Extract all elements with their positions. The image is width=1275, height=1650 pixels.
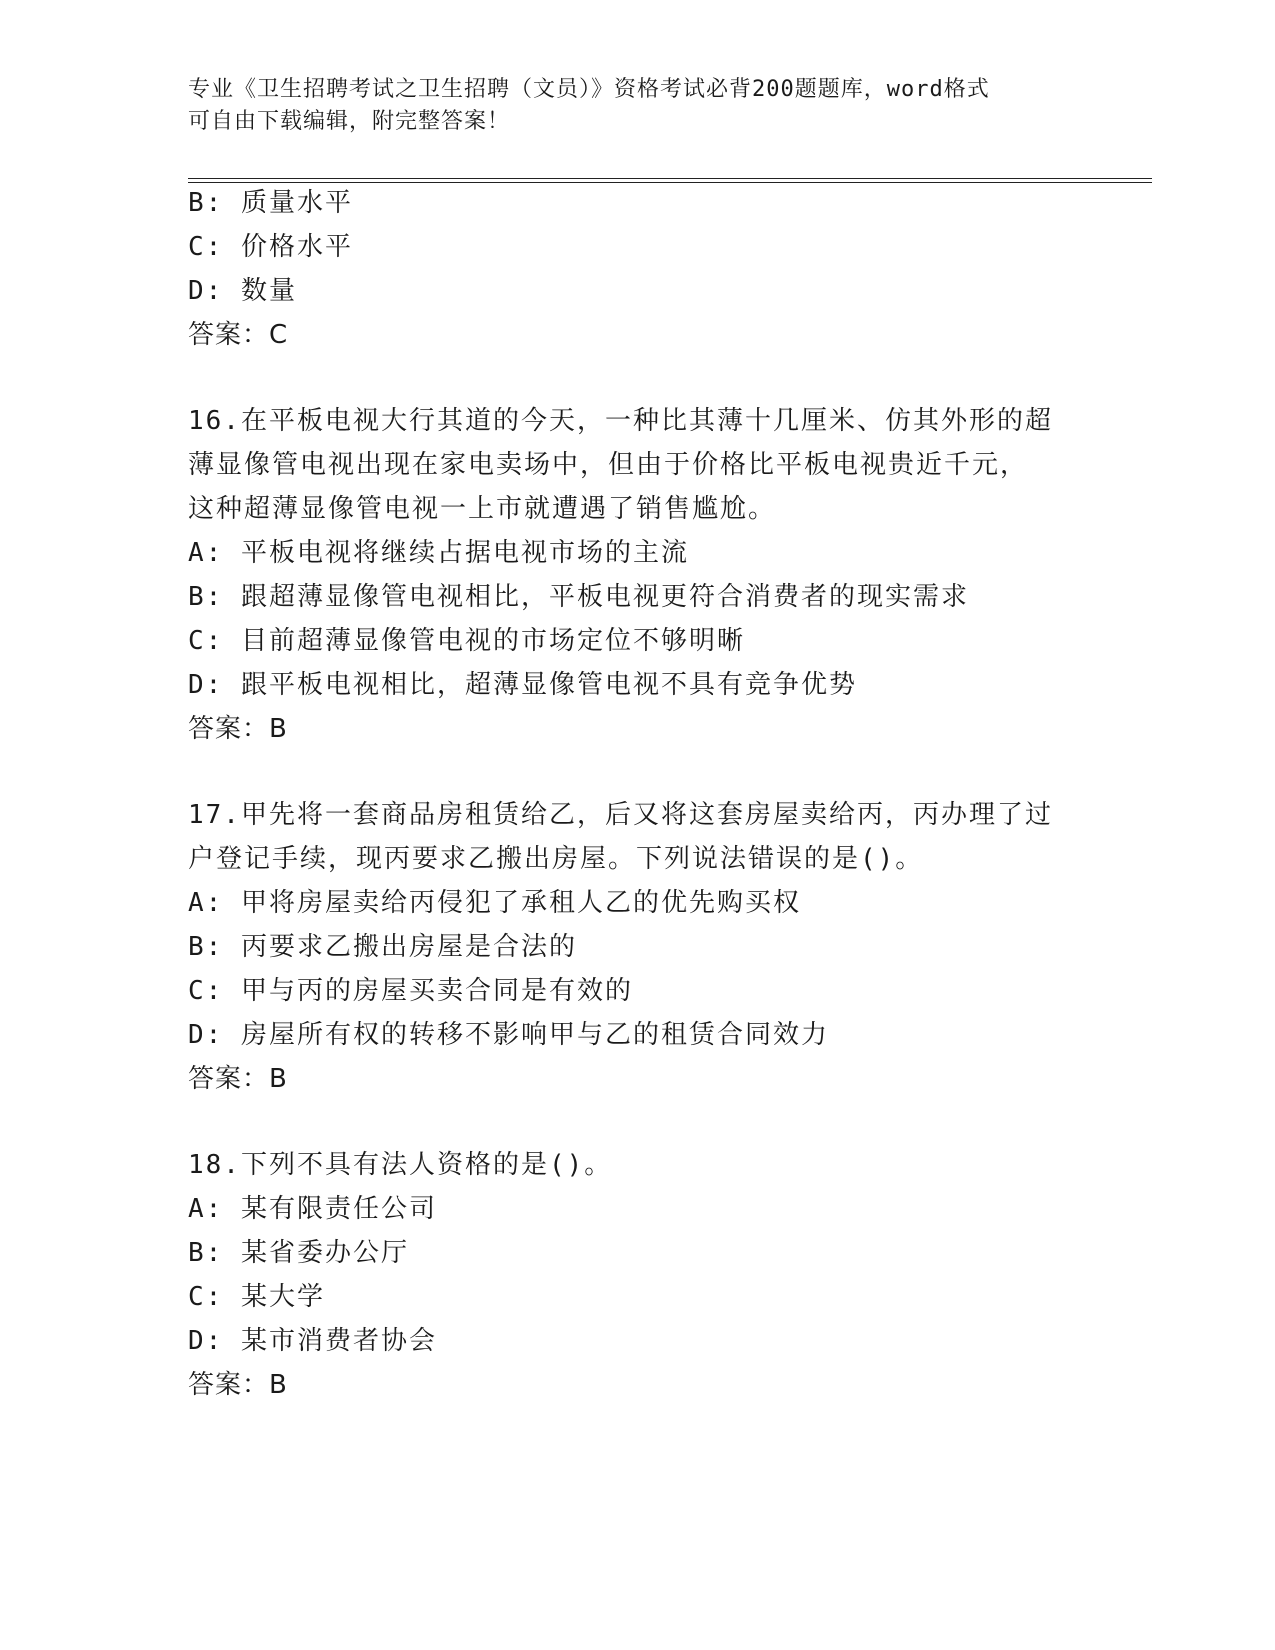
q18-stem-line-1: 18.下列不具有法人资格的是()。 (188, 1150, 613, 1180)
q18-option-d: D: 某市消费者协会 (188, 1326, 437, 1356)
q18-option-c: C: 某大学 (188, 1282, 325, 1312)
q17-answer: 答案：B (188, 1064, 288, 1094)
q15-answer: 答案：C (188, 320, 289, 350)
q17-option-b: B: 丙要求乙搬出房屋是合法的 (188, 932, 577, 962)
q16-stem-line-1: 16.在平板电视大行其道的今天，一种比其薄十几厘米、仿其外形的超 (188, 406, 1053, 436)
header-divider-top (188, 178, 1152, 179)
q18-answer: 答案：B (188, 1370, 288, 1400)
q16-option-b: B: 跟超薄显像管电视相比，平板电视更符合消费者的现实需求 (188, 582, 969, 612)
header-divider-bottom (188, 182, 1152, 183)
q16-option-d: D: 跟平板电视相比，超薄显像管电视不具有竞争优势 (188, 670, 857, 700)
q16-option-a: A: 平板电视将继续占据电视市场的主流 (188, 538, 689, 568)
q18-option-b: B: 某省委办公厅 (188, 1238, 409, 1268)
q18-option-a: A: 某有限责任公司 (188, 1194, 437, 1224)
q17-option-c: C: 甲与丙的房屋买卖合同是有效的 (188, 976, 633, 1006)
q16-answer: 答案：B (188, 714, 288, 744)
q15-option-c: C: 价格水平 (188, 232, 353, 262)
q17-option-a: A: 甲将房屋卖给丙侵犯了承租人乙的优先购买权 (188, 888, 801, 918)
document-header (188, 74, 1088, 138)
q17-option-d: D: 房屋所有权的转移不影响甲与乙的租赁合同效力 (188, 1020, 829, 1050)
q17-stem-line-2: 户登记手续，现丙要求乙搬出房屋。下列说法错误的是()。 (188, 844, 924, 874)
q16-stem-line-3: 这种超薄显像管电视一上市就遭遇了销售尴尬。 (188, 494, 777, 524)
header-line-1: 专业《卫生招聘考试之卫生招聘（文员）》资格考试必背200题题库，word格式 (188, 77, 990, 102)
q16-stem-line-2: 薄显像管电视出现在家电卖场中，但由于价格比平板电视贵近千元， (188, 450, 1029, 480)
q17-stem-line-1: 17.甲先将一套商品房租赁给乙，后又将这套房屋卖给丙，丙办理了过 (188, 800, 1053, 830)
q16-option-c: C: 目前超薄显像管电视的市场定位不够明晰 (188, 626, 745, 656)
q15-option-b: B: 质量水平 (188, 188, 353, 218)
header-line-2: 可自由下载编辑，附完整答案！ (188, 109, 511, 134)
q15-option-d: D: 数量 (188, 276, 297, 306)
